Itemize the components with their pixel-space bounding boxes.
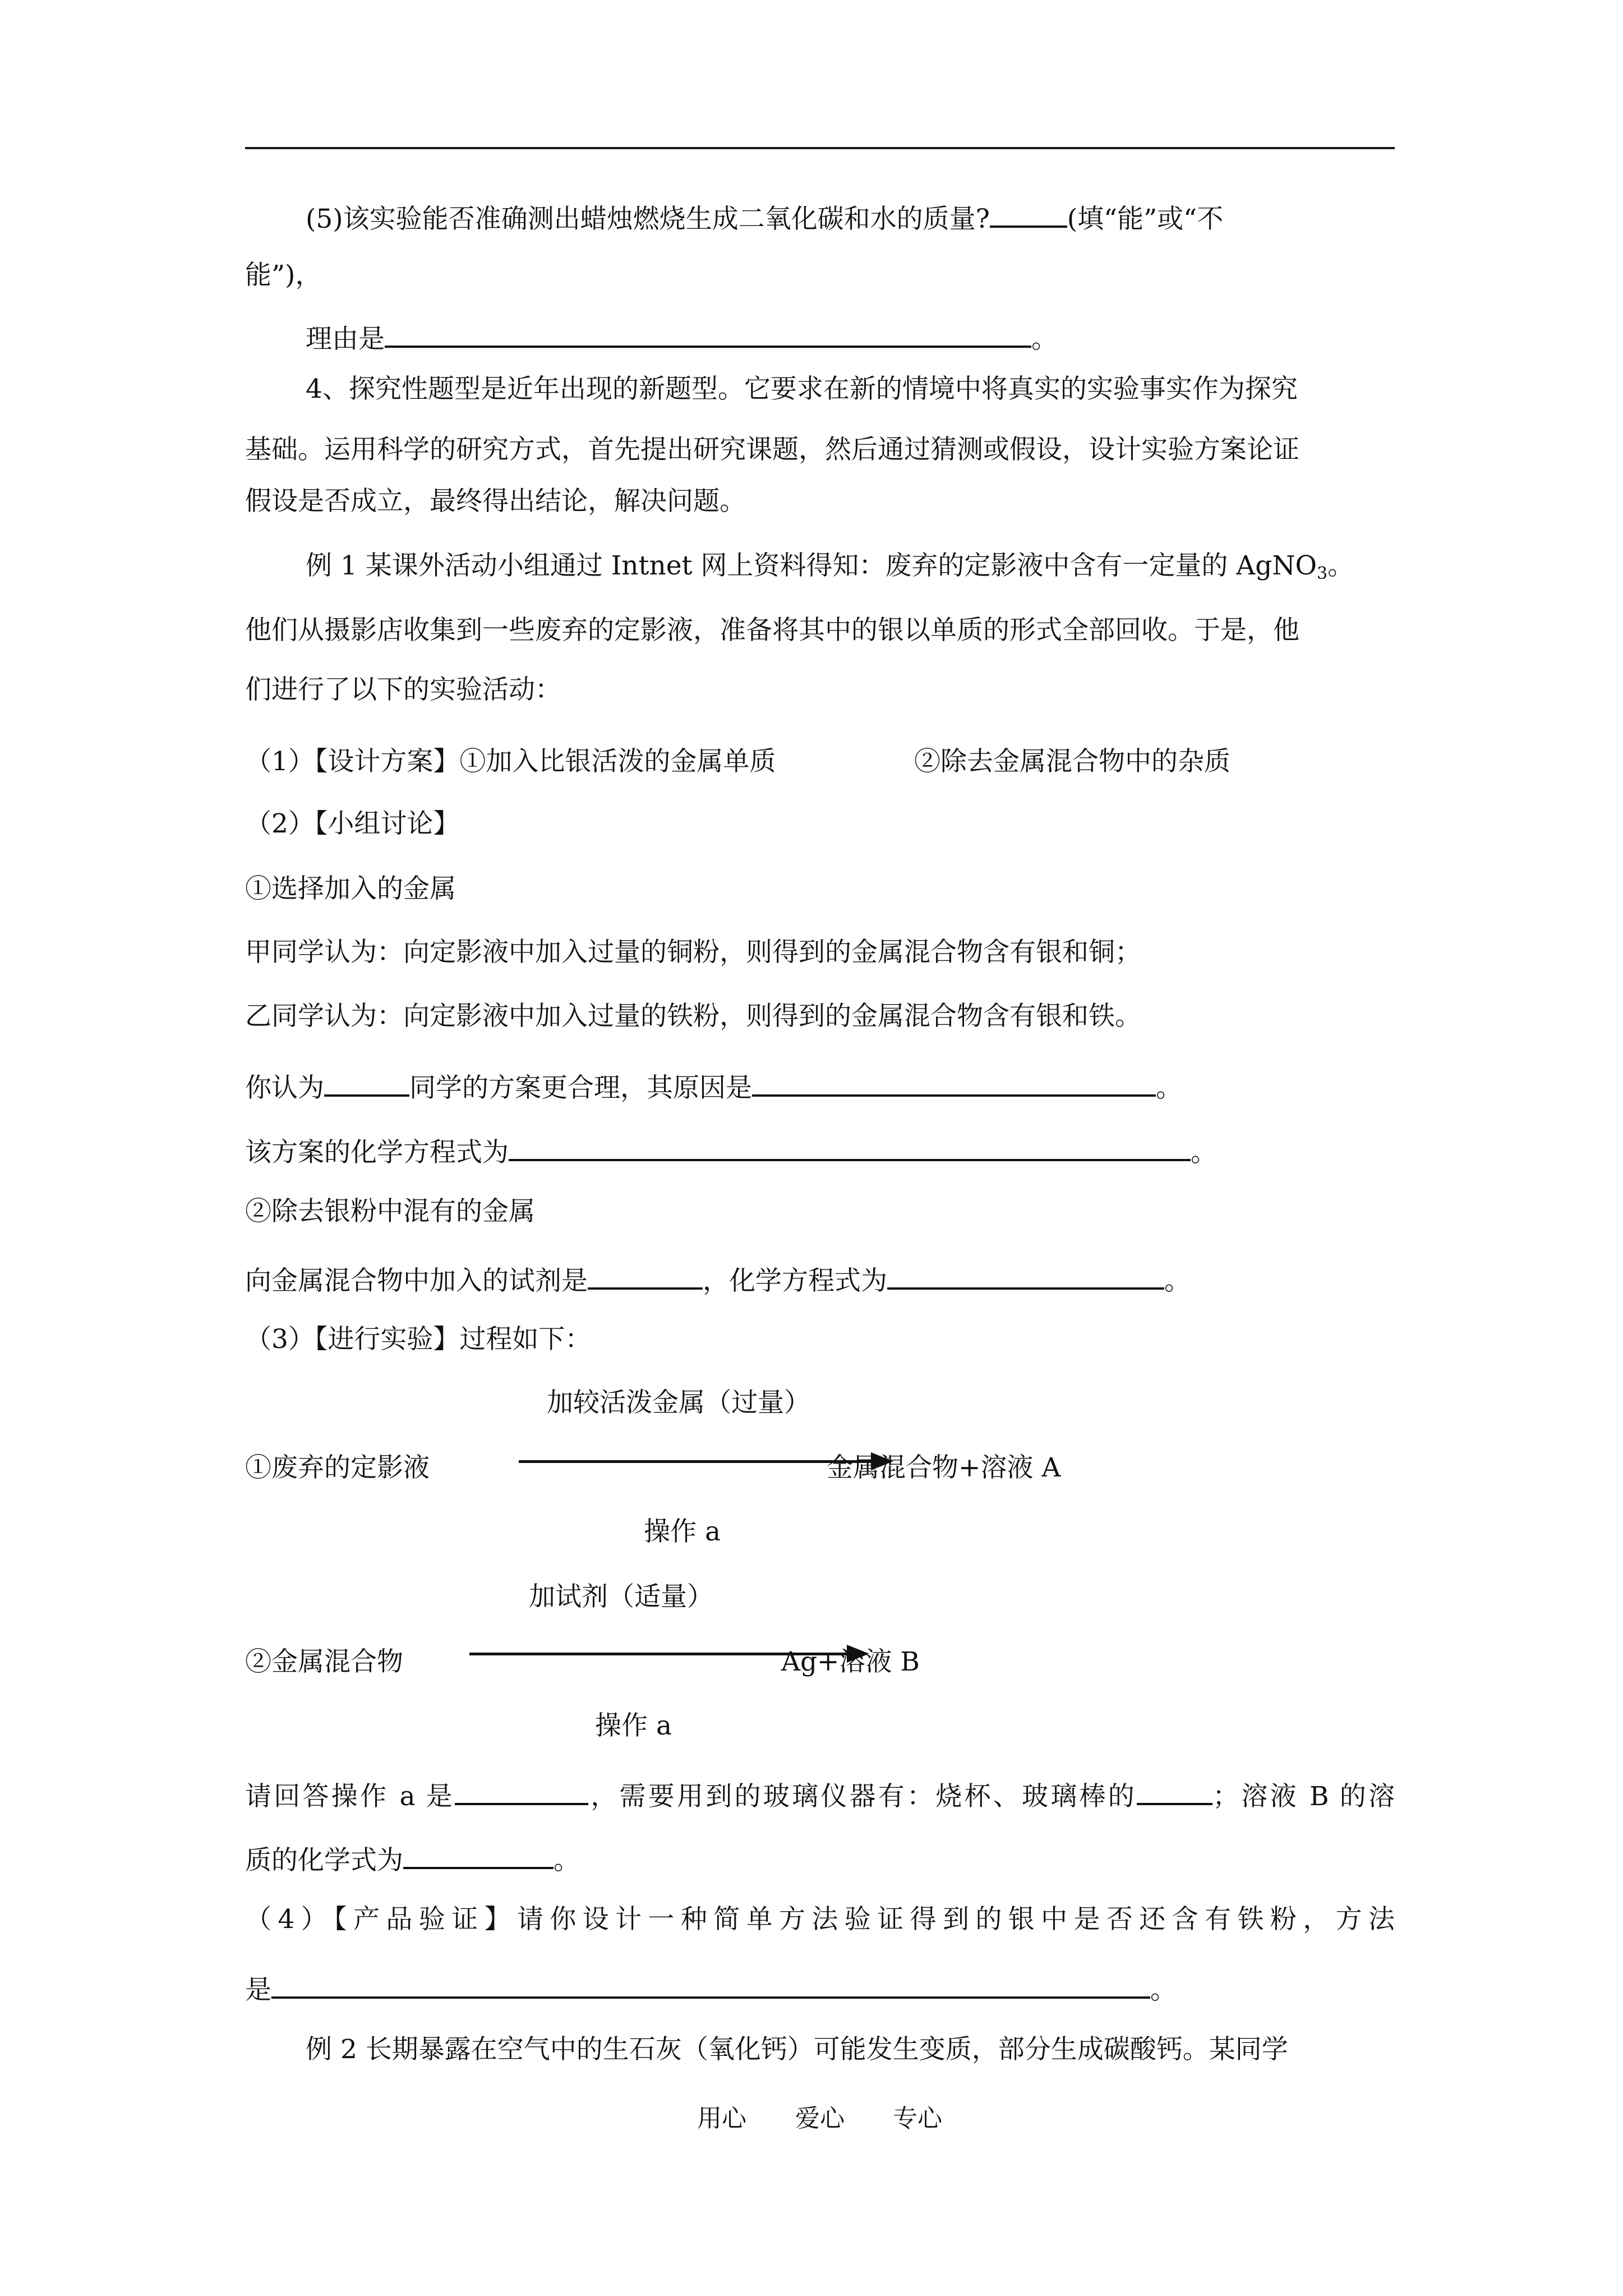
your-choice [245,1069,1182,1101]
instrument-blank[interactable] [1137,1777,1212,1805]
period: 。 [1150,1975,1177,2005]
step2-result: Ag+溶液 B [781,1646,920,1677]
choose-metal: ①选择加入的金属 [245,873,456,904]
reagent-blank[interactable] [588,1262,703,1290]
method-blank[interactable] [271,1971,1150,1999]
label: 该方案的化学方程式为 [245,1137,509,1168]
q5-line-3 [306,320,1058,355]
example1-text: 例 1 某课外活动小组通过 Intnet 网上资料得知：废弃的定影液中含有一定量的 AgNO [306,550,1317,581]
step1-start: ①废弃的定影液 [245,1452,430,1483]
design-plan-b: ②除去金属混合物中的杂质 [914,746,1230,777]
example1-line-3: 们进行了以下的实验活动： [245,674,561,705]
verify-line-2 [245,1971,1177,2003]
label-b: ，化学方程式为 [703,1266,887,1296]
example1-line-2: 他们从摄影店收集到一些废弃的定影液，准备将其中的银以单质的形式全部回收。于是，他 [245,615,1299,646]
reason-blank[interactable] [752,1069,1156,1097]
step1-operation: 操作 a [644,1516,721,1547]
label: 是 [245,1975,271,2005]
label-b: 同学的方案更合理，其原因是 [409,1073,752,1103]
equation-blank[interactable] [887,1262,1164,1290]
intro-line-3: 假设是否成立，最终得出结论，解决问题。 [245,486,746,517]
reagent-line [245,1262,1191,1294]
label: 质的化学式为 [245,1845,403,1876]
label-c: ；溶液 B 的溶 [1212,1781,1395,1812]
period: 。 [1191,1137,1217,1168]
footer-text-3: 专心 [893,2104,942,2133]
period: 。 [1327,550,1354,581]
answer-line-1 [245,1777,1395,1810]
period: 。 [1156,1073,1182,1103]
step2-condition: 加试剂（适量） [529,1581,713,1612]
q5-text-b: (填“能”或“不 [1067,204,1224,234]
step2-operation: 操作 a [595,1710,672,1741]
label: 你认为 [245,1073,324,1103]
intro-line-2: 基础。运用科学的研究方式，首先提出研究课题，然后通过猜测或假设，设计实验方案论证 [245,434,1299,465]
label: 向金属混合物中加入的试剂是 [245,1266,588,1296]
remove-metal: ②除去银粉中混有的金属 [245,1196,535,1227]
equation-blank[interactable] [509,1133,1191,1161]
header-rule [245,147,1395,149]
footer-text-1: 用心 [697,2104,746,2133]
student-yi: 乙同学认为：向定影液中加入过量的铁粉，则得到的金属混合物含有银和铁。 [245,1001,1141,1032]
operation-blank[interactable] [455,1777,588,1805]
subscript: 3 [1316,564,1328,583]
example1-line-1 [306,550,1354,583]
group-discussion: （2）【小组讨论】 [245,808,460,839]
answer-blank[interactable] [990,200,1067,228]
answer-line-2 [245,1841,580,1874]
footer-text-2: 爱心 [795,2104,845,2133]
verify-line-1: （4）【产品验证】请你设计一种简单方法验证得到的银中是否还含有铁粉，方法 [245,1904,1395,1935]
experiment-heading: （3）【进行实验】过程如下： [245,1324,592,1355]
q5-text: (5)该实验能否准确测出蜡烛燃烧生成二氧化碳和水的质量? [306,204,990,234]
reason-label: 理由是 [306,324,385,355]
period: 。 [1031,324,1058,355]
intro-line-1: 4、探究性题型是近年出现的新题型。它要求在新的情境中将真实的实验事实作为探究 [306,374,1298,404]
period: 。 [1164,1266,1191,1296]
formula-blank[interactable] [403,1841,554,1869]
label-b: ，需要用到的玻璃仪器有：烧杯、玻璃棒的 [588,1781,1137,1812]
q5-line-1 [306,200,1223,232]
reason-blank[interactable] [385,320,1031,348]
step2-start: ②金属混合物 [245,1646,403,1677]
step1-condition: 加较活泼金属（过量） [547,1387,810,1418]
equation-line [245,1133,1217,1166]
design-plan: （1）【设计方案】①加入比银活泼的金属单质 [245,746,776,777]
student-blank[interactable] [324,1069,409,1097]
label: 请回答操作 a 是 [245,1781,455,1812]
q5-line-2: 能”)， [245,260,322,291]
example2-line-1: 例 2 长期暴露在空气中的生石灰（氧化钙）可能发生变质，部分生成碳酸钙。某同学 [306,2034,1288,2065]
period: 。 [554,1845,580,1876]
student-jia: 甲同学认为：向定影液中加入过量的铜粉，则得到的金属混合物含有银和铜； [245,937,1141,968]
step1-result: 金属混合物+溶液 A [827,1452,1061,1483]
